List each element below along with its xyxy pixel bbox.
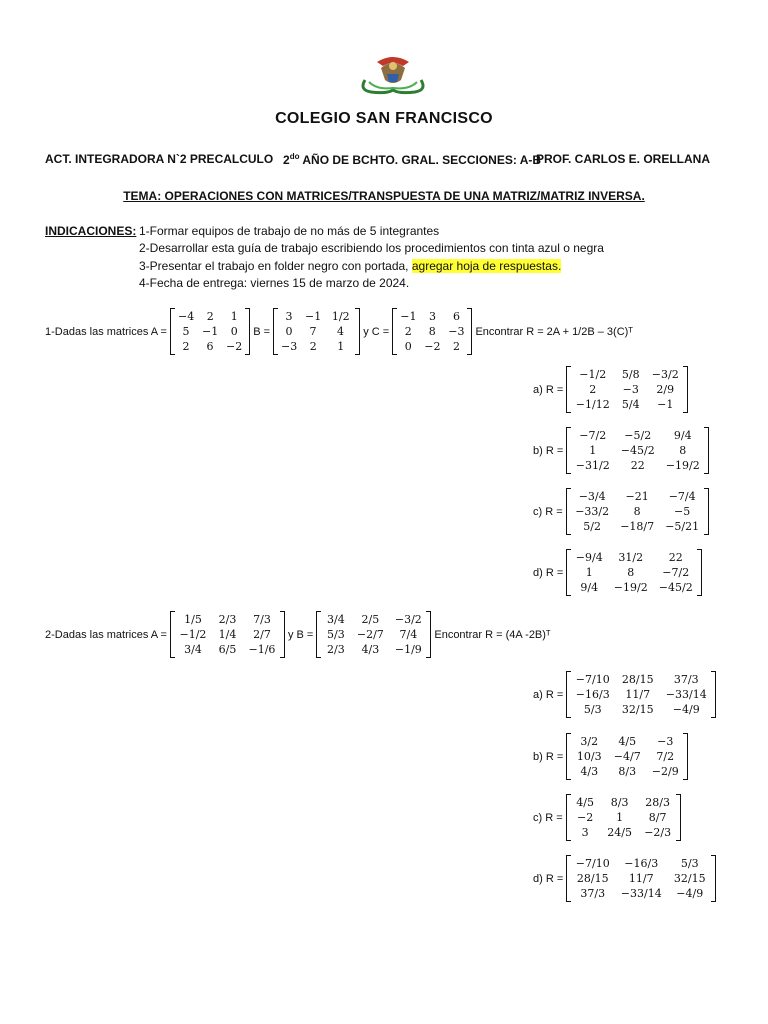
matrix-row bbox=[570, 702, 712, 717]
matrix-row bbox=[320, 627, 427, 642]
matrix-row bbox=[570, 550, 698, 565]
matrix-cell: −5/21 bbox=[665, 520, 700, 533]
matrix-cell: 5/2 bbox=[583, 520, 601, 533]
matrix-cell: 4/3 bbox=[361, 643, 380, 656]
p1-option-a: a) R = −1/2 5/8 −3/2 2 −3 2/9 −1/12 5/4 −1 bbox=[533, 366, 691, 413]
matrix-cell: 2 bbox=[404, 325, 412, 338]
matrix-cell: −1 bbox=[400, 310, 417, 323]
matrix-cell: 2/9 bbox=[656, 383, 675, 396]
problem-2-intro: 2-Dadas las matrices A = bbox=[45, 628, 167, 641]
problem-2-statement bbox=[45, 611, 551, 658]
matrix-row bbox=[174, 612, 281, 627]
matrix-row bbox=[570, 428, 705, 443]
matrix-cell: 4/5 bbox=[618, 735, 637, 748]
matrix-cell: 5/3 bbox=[583, 703, 602, 716]
matrix-cell: −1/9 bbox=[394, 643, 422, 656]
matrix-cell: −4/9 bbox=[676, 887, 704, 900]
matrix-cell: 8 bbox=[679, 444, 687, 457]
matrix-cell: −7/4 bbox=[668, 490, 696, 503]
matrix-B2 bbox=[316, 611, 431, 658]
instruction-4: 4-Fecha de entrega: viernes 15 de marzo de 2024. bbox=[139, 276, 410, 290]
matrix-A bbox=[170, 308, 250, 355]
instruction-3: 3-Presentar el trabajo en folder negro con portada, agregar hoja de respuestas. bbox=[139, 259, 562, 273]
matrix-row bbox=[570, 886, 712, 901]
teacher-name: PROF. CARLOS E. ORELLANA bbox=[536, 152, 711, 166]
matrix-cell: 2/3 bbox=[218, 613, 237, 626]
matrix-row bbox=[570, 367, 684, 382]
matrix-row bbox=[570, 519, 705, 534]
matrix-cell: 1/5 bbox=[184, 613, 202, 626]
matrix-row bbox=[570, 397, 684, 412]
matrix-cell: −31/2 bbox=[575, 459, 610, 472]
matrix-cell: 2 bbox=[452, 340, 460, 353]
matrix-cell: −19/2 bbox=[613, 581, 648, 594]
matrix-cell: −7/2 bbox=[662, 566, 690, 579]
p1-option-b-matrix bbox=[566, 427, 709, 474]
matrix-row bbox=[570, 504, 705, 519]
matrix-cell: −33/2 bbox=[575, 505, 610, 518]
matrix-cell: 5/3 bbox=[327, 628, 345, 641]
matrix-cell: −2 bbox=[225, 340, 243, 353]
matrix-cell: −2 bbox=[577, 811, 594, 824]
matrix-cell: 28/15 bbox=[576, 872, 609, 885]
problem-1-statement bbox=[45, 308, 633, 355]
matrix-row bbox=[396, 324, 468, 339]
p2-option-d: d) R = −7/10 −16/3 5/3 28/15 11/7 32/15 37/3 −33/14 −4/9 bbox=[533, 855, 719, 902]
matrix-cell: 1 bbox=[337, 340, 345, 353]
matrix-cell: 7/2 bbox=[656, 750, 675, 763]
matrix-cell: −3 bbox=[448, 325, 465, 338]
matrix-row bbox=[277, 339, 356, 354]
matrix-row bbox=[396, 309, 468, 324]
matrix-C bbox=[392, 308, 472, 355]
matrix-cell: 2/5 bbox=[361, 613, 380, 626]
highlighted-note: agregar hoja de respuestas. bbox=[411, 259, 562, 273]
matrix-B bbox=[273, 308, 360, 355]
matrix-row bbox=[570, 825, 677, 840]
school-emblem-logo bbox=[357, 50, 429, 96]
matrix-row bbox=[570, 734, 684, 749]
matrix-C-label: y C = bbox=[363, 325, 390, 338]
matrix-row bbox=[570, 795, 677, 810]
matrix-cell: −16/3 bbox=[575, 688, 610, 701]
p2-option-a: a) R = −7/10 28/15 37/3 −16/3 11/7 −33/14 5/3 32/15 −4/9 bbox=[533, 671, 719, 718]
matrix-cell: 6/5 bbox=[218, 643, 237, 656]
matrix-cell: 1 bbox=[589, 444, 597, 457]
matrix-cell: 9/4 bbox=[580, 581, 599, 594]
matrix-cell: 7/3 bbox=[253, 613, 271, 626]
matrix-row bbox=[570, 871, 712, 886]
p2-option-b: b) R = 3/2 4/5 −3 10/3 −4/7 7/2 4/3 8/3 −2/9 bbox=[533, 733, 691, 780]
matrix-cell: −45/2 bbox=[620, 444, 655, 457]
matrix-cell: −21 bbox=[625, 490, 649, 503]
matrix-cell: 3/4 bbox=[184, 643, 202, 656]
matrix-cell: 8 bbox=[428, 325, 436, 338]
p1-option-c: c) R = −3/4 −21 −7/4 −33/2 8 −5 5/2 −18/7 −5/21 bbox=[533, 488, 712, 535]
matrix-row bbox=[174, 627, 281, 642]
instruction-1: 1-Formar equipos de trabajo de no más de 5 integrantes bbox=[139, 224, 440, 238]
matrix-cell: −3/2 bbox=[394, 613, 422, 626]
matrix-cell: −5/2 bbox=[624, 429, 652, 442]
matrix-row bbox=[570, 443, 705, 458]
matrix-cell: 37/3 bbox=[673, 673, 699, 686]
indicaciones-label: INDICACIONES: bbox=[45, 224, 137, 238]
matrix-cell: −7/10 bbox=[575, 673, 610, 686]
p1-option-c-matrix bbox=[566, 488, 709, 535]
matrix-cell: 5/4 bbox=[621, 398, 640, 411]
matrix-cell: −19/2 bbox=[665, 459, 700, 472]
matrix-cell: 8 bbox=[633, 505, 641, 518]
instruction-2: 2-Desarrollar esta guía de trabajo escribiendo los procedimientos con tinta azul o negra bbox=[139, 241, 604, 255]
grade-info: $2^{do}$ AÑO DE BCHTO. GRAL. SECCIONES: A-B bbox=[283, 152, 542, 167]
p2-option-b-matrix bbox=[566, 733, 688, 780]
matrix-cell: 0 bbox=[404, 340, 412, 353]
matrix-cell: 2/7 bbox=[253, 628, 271, 641]
matrix-cell: 4/3 bbox=[580, 765, 599, 778]
p1-option-d-matrix bbox=[566, 549, 702, 596]
matrix-cell: 8/3 bbox=[618, 765, 637, 778]
problem-1-formula: Encontrar R = 2A + 1/2B – 3(C)ᵀ bbox=[475, 325, 634, 338]
matrix-cell: −5 bbox=[674, 505, 691, 518]
matrix-row bbox=[396, 339, 468, 354]
matrix-cell: −1/6 bbox=[248, 643, 276, 656]
problem-1-intro: 1-Dadas las matrices A = bbox=[45, 325, 167, 338]
matrix-cell: −33/14 bbox=[620, 887, 662, 900]
matrix-cell: −3 bbox=[622, 383, 639, 396]
matrix-row bbox=[174, 339, 246, 354]
matrix-cell: 5/3 bbox=[680, 857, 699, 870]
matrix-cell: 2/3 bbox=[327, 643, 345, 656]
matrix-cell: 1 bbox=[616, 811, 624, 824]
matrix-row bbox=[570, 687, 712, 702]
p1-option-a-matrix bbox=[566, 366, 688, 413]
matrix-cell: 5 bbox=[182, 325, 190, 338]
matrix-row bbox=[570, 458, 705, 473]
matrix-cell: −33/14 bbox=[665, 688, 707, 701]
matrix-cell: 2 bbox=[589, 383, 597, 396]
matrix-B2-label: y B = bbox=[287, 628, 314, 641]
matrix-row bbox=[570, 672, 712, 687]
matrix-cell: 3 bbox=[428, 310, 436, 323]
matrix-cell: 22 bbox=[668, 551, 683, 564]
p2-option-c-matrix bbox=[566, 794, 681, 841]
matrix-row bbox=[570, 856, 712, 871]
matrix-cell: 1 bbox=[230, 310, 238, 323]
matrix-cell: 8/7 bbox=[648, 811, 667, 824]
matrix-cell: 31/2 bbox=[618, 551, 644, 564]
matrix-cell: 5/8 bbox=[621, 368, 640, 381]
matrix-cell: 8 bbox=[627, 566, 635, 579]
matrix-cell: 2 bbox=[309, 340, 317, 353]
matrix-cell: 37/3 bbox=[580, 887, 606, 900]
matrix-row bbox=[320, 642, 427, 657]
matrix-cell: −2/7 bbox=[356, 628, 384, 641]
matrix-cell: −4 bbox=[177, 310, 195, 323]
matrix-cell: 0 bbox=[285, 325, 293, 338]
matrix-row bbox=[277, 309, 356, 324]
matrix-cell: 6 bbox=[206, 340, 214, 353]
matrix-row bbox=[570, 489, 705, 504]
matrix-cell: −2 bbox=[424, 340, 441, 353]
matrix-cell: −9/4 bbox=[575, 551, 603, 564]
matrix-cell: 1/2 bbox=[331, 310, 350, 323]
matrix-cell: −3/4 bbox=[578, 490, 606, 503]
matrix-row bbox=[570, 764, 684, 779]
matrix-cell: −16/3 bbox=[624, 857, 659, 870]
matrix-cell: −1 bbox=[201, 325, 219, 338]
matrix-row bbox=[570, 749, 684, 764]
matrix-cell: 0 bbox=[230, 325, 238, 338]
matrix-cell: −1 bbox=[305, 310, 322, 323]
matrix-cell: 2 bbox=[206, 310, 214, 323]
matrix-cell: −4/9 bbox=[672, 703, 700, 716]
matrix-cell: −2/9 bbox=[651, 765, 679, 778]
activity-title: ACT. INTEGRADORA N`2 PRECALCULO bbox=[45, 152, 274, 166]
matrix-cell: 3 bbox=[285, 310, 293, 323]
matrix-cell: 4/5 bbox=[576, 796, 594, 809]
school-name: COLEGIO SAN FRANCISCO bbox=[275, 110, 493, 127]
matrix-row bbox=[570, 810, 677, 825]
matrix-row bbox=[174, 642, 281, 657]
matrix-cell: 7/4 bbox=[399, 628, 418, 641]
matrix-row bbox=[570, 580, 698, 595]
matrix-cell: 1/4 bbox=[218, 628, 237, 641]
matrix-cell: 4 bbox=[337, 325, 345, 338]
matrix-cell: −1/2 bbox=[179, 628, 207, 641]
p2-option-d-matrix bbox=[566, 855, 716, 902]
problem-2-formula: Encontrar R = (4A -2B)ᵀ bbox=[434, 628, 551, 641]
matrix-cell: 8/3 bbox=[610, 796, 629, 809]
matrix-cell: 7 bbox=[309, 325, 317, 338]
matrix-cell: 2 bbox=[182, 340, 190, 353]
matrix-cell: −1/2 bbox=[579, 368, 607, 381]
matrix-cell: 11/7 bbox=[628, 872, 654, 885]
matrix-cell: −2/3 bbox=[644, 826, 672, 839]
matrix-cell: 3 bbox=[581, 826, 589, 839]
matrix-cell: −7/10 bbox=[575, 857, 610, 870]
matrix-cell: −3 bbox=[281, 340, 298, 353]
matrix-row bbox=[570, 565, 698, 580]
matrix-cell: −1/12 bbox=[575, 398, 610, 411]
p1-option-b: b) R = −7/2 −5/2 9/4 1 −45/2 8 −31/2 22 −19/2 bbox=[533, 427, 712, 474]
matrix-cell: 11/7 bbox=[625, 688, 651, 701]
matrix-cell: −7/2 bbox=[579, 429, 607, 442]
p2-option-c: c) R = 4/5 8/3 28/3 −2 1 8/7 3 24/5 −2/3 bbox=[533, 794, 684, 841]
topic-title: TEMA: OPERACIONES CON MATRICES/TRANSPUESTA DE UNA MATRIZ/MATRIZ INVERSA. bbox=[123, 189, 645, 203]
matrix-cell: 6 bbox=[452, 310, 460, 323]
matrix-cell: −45/2 bbox=[658, 581, 693, 594]
matrix-cell: 3/4 bbox=[327, 613, 345, 626]
matrix-cell: 1 bbox=[585, 566, 593, 579]
matrix-cell: −18/7 bbox=[620, 520, 655, 533]
matrix-cell: −1 bbox=[657, 398, 674, 411]
matrix-cell: 9/4 bbox=[673, 429, 692, 442]
matrix-cell: −3 bbox=[657, 735, 674, 748]
matrix-cell: 32/15 bbox=[673, 872, 706, 885]
matrix-cell: 22 bbox=[630, 459, 645, 472]
matrix-row bbox=[174, 309, 246, 324]
matrix-A2 bbox=[170, 611, 285, 658]
matrix-cell: 10/3 bbox=[576, 750, 602, 763]
matrix-B-label: B = bbox=[253, 325, 271, 338]
p1-option-d: d) R = −9/4 31/2 22 1 8 −7/2 9/4 −19/2 −45/2 bbox=[533, 549, 705, 596]
matrix-row bbox=[277, 324, 356, 339]
matrix-row bbox=[174, 324, 246, 339]
matrix-cell: −4/7 bbox=[613, 750, 641, 763]
matrix-row bbox=[570, 382, 684, 397]
matrix-cell: −3/2 bbox=[651, 368, 679, 381]
matrix-cell: 24/5 bbox=[607, 826, 632, 839]
matrix-cell: 3/2 bbox=[580, 735, 599, 748]
p2-option-a-matrix bbox=[566, 671, 716, 718]
matrix-row bbox=[320, 612, 427, 627]
matrix-cell: 28/15 bbox=[621, 673, 654, 686]
matrix-cell: 28/3 bbox=[645, 796, 670, 809]
matrix-cell: 32/15 bbox=[621, 703, 654, 716]
